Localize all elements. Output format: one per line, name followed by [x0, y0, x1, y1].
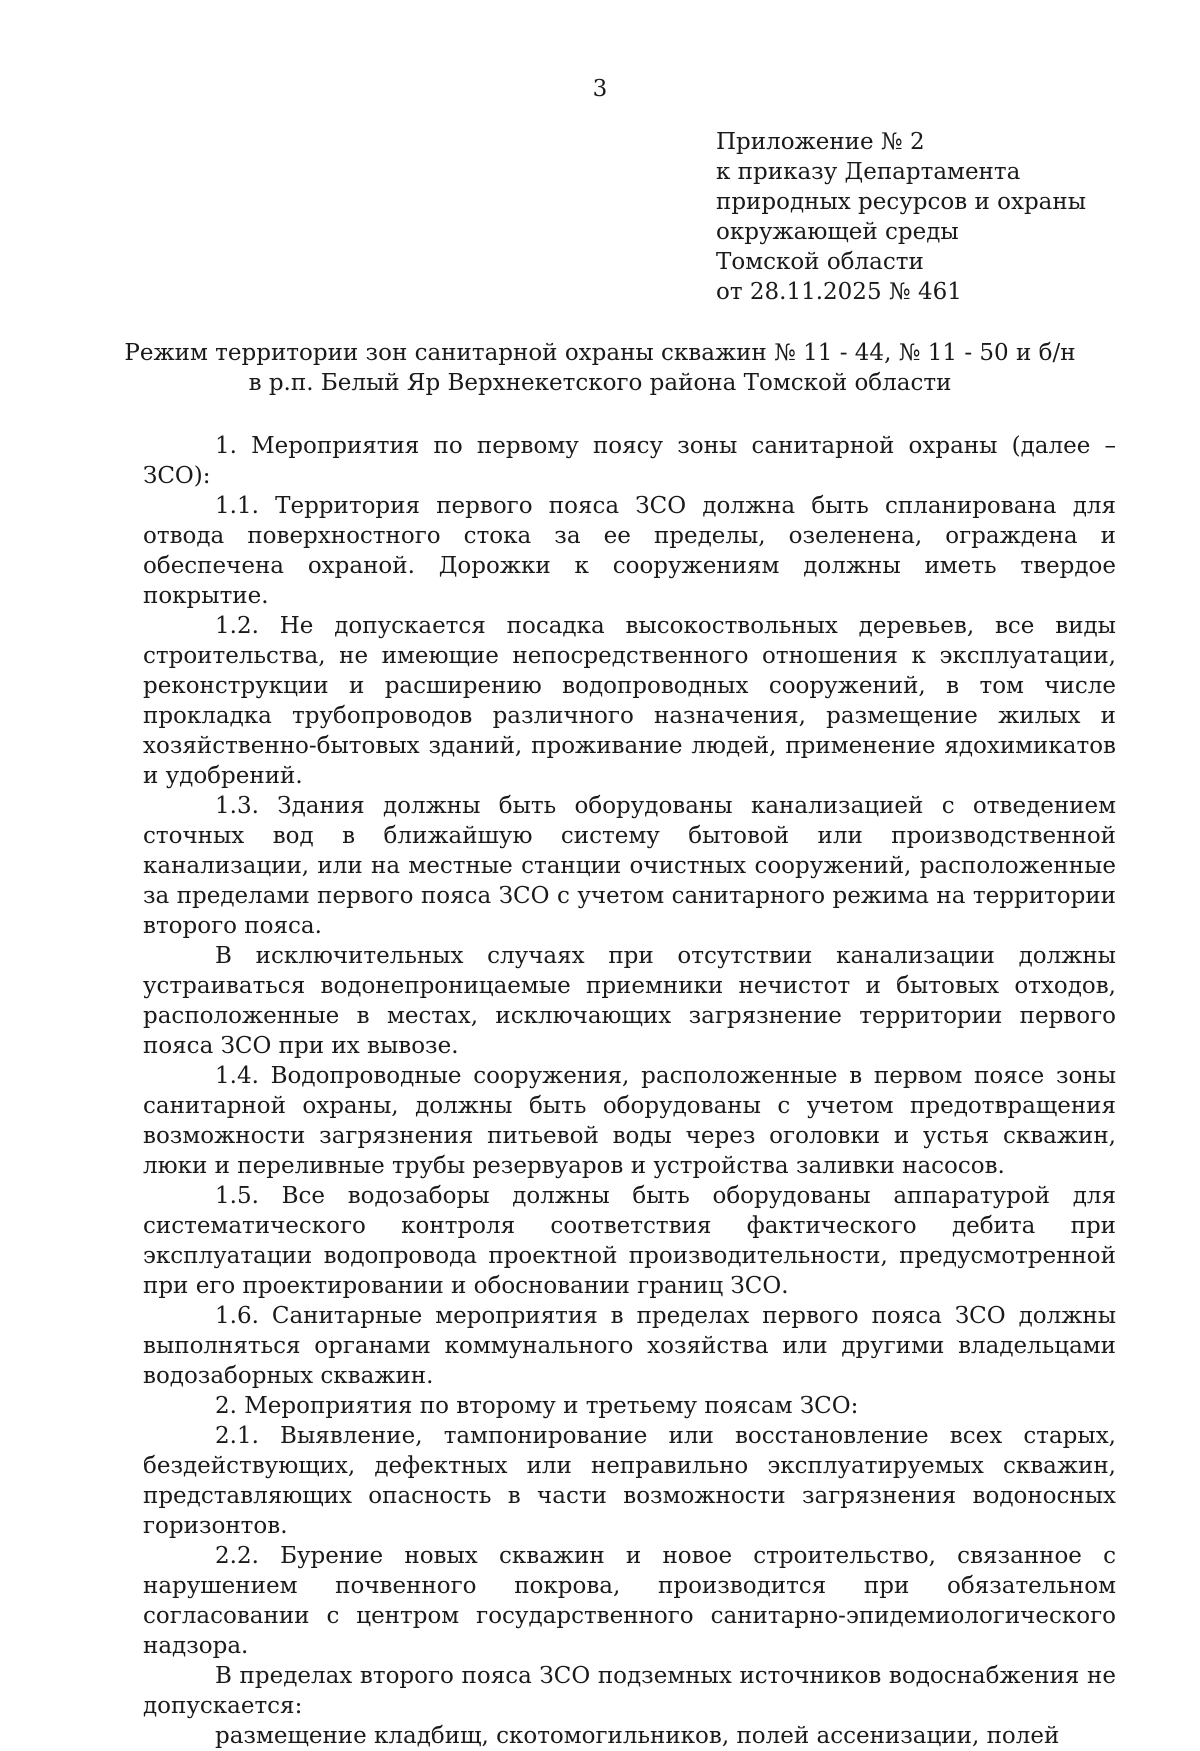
paragraph-prohibited-list: размещение кладбищ, скотомогильников, полей ассенизации, полей: [215, 1723, 1060, 1749]
appendix-line: Приложение № 2: [716, 129, 925, 155]
paragraph-second-belt: В пределах второго пояса ЗСО подземных источников водоснабжения не допускается:: [143, 1663, 1116, 1719]
appendix-line: природных ресурсов и охраны: [716, 189, 1087, 215]
paragraph-1-2: 1.2. Не допускается посадка высокоствольных деревьев, все виды строительства, не имеющие непосредственного отношения к эксплуатации, реконструкции и расширению водопроводных сооружений, в том числе прокладка трубопроводов различного назначения, размещение жилых и хозяйственно-бытовых зданий, проживание людей, применение ядохимикатов и удобрений.: [143, 613, 1116, 789]
document-title: [0, 338, 1200, 398]
paragraph-1-6: 1.6. Санитарные мероприятия в пределах первого пояса ЗСО должны выполняться органами коммунального хозяйства или другими владельцами водозаборных скважин.: [143, 1303, 1116, 1389]
appendix-line: Томской области: [716, 249, 924, 275]
paragraph-1-4: 1.4. Водопроводные сооружения, расположенные в первом поясе зоны санитарной охраны, должны быть оборудованы с учетом предотвращения возможности загрязнения питьевой воды через оголовки и устья скважин, люки и переливные трубы резервуаров и устройства заливки насосов.: [143, 1063, 1116, 1179]
paragraph-2-1: 2.1. Выявление, тампонирование или восстановление всех старых, бездействующих, дефектных или неправильно эксплуатируемых скважин, представляющих опасность в части возможности загрязнения водоносных горизонтов.: [143, 1423, 1116, 1539]
document-body: [143, 431, 1116, 1751]
appendix-block: [716, 127, 1086, 307]
appendix-line: к приказу Департамента: [716, 159, 1021, 185]
appendix-line: окружающей среды: [716, 219, 959, 245]
paragraph-exceptional-cases: В исключительных случаях при отсутствии канализации должны устраиваться водонепроницаемые приемники нечистот и бытовых отходов, расположенные в местах, исключающих загрязнение территории первого пояса ЗСО при их вывозе.: [143, 943, 1116, 1059]
title-line-2: в р.п. Белый Яр Верхнекетского района Томской области: [248, 370, 952, 396]
paragraph-2: 2. Мероприятия по второму и третьему поясам ЗСО:: [215, 1393, 859, 1419]
appendix-line: от 28.11.2025 № 461: [716, 279, 962, 305]
paragraph-1-5: 1.5. Все водозаборы должны быть оборудованы аппаратурой для систематического контроля соответствия фактического дебита при эксплуатации водопровода проектной производительности, предусмотренной при его проектировании и обосновании границ ЗСО.: [143, 1183, 1116, 1299]
paragraph-2-2: 2.2. Бурение новых скважин и новое строительство, связанное с нарушением почвенного покрова, производится при обязательном согласовании с центром государственного санитарно-эпидемиологического надзора.: [143, 1543, 1116, 1659]
paragraph-1: 1. Мероприятия по первому поясу зоны санитарной охраны (далее – ЗСО):: [143, 433, 1116, 489]
title-line-1: Режим территории зон санитарной охраны скважин № 11 - 44, № 11 - 50 и б/н: [124, 340, 1076, 366]
paragraph-1-1: 1.1. Территория первого пояса ЗСО должна быть спланирована для отвода поверхностного стока за ее пределы, озеленена, ограждена и обеспечена охраной. Дорожки к сооружениям должны иметь твердое покрытие.: [143, 493, 1116, 609]
page-number: 3: [592, 76, 608, 102]
paragraph-1-3: 1.3. Здания должны быть оборудованы канализацией с отведением сточных вод в ближайшую систему бытовой или производственной канализации, или на местные станции очистных сооружений, расположенные за пределами первого пояса ЗСО с учетом санитарного режима на территории второго пояса.: [143, 793, 1116, 939]
